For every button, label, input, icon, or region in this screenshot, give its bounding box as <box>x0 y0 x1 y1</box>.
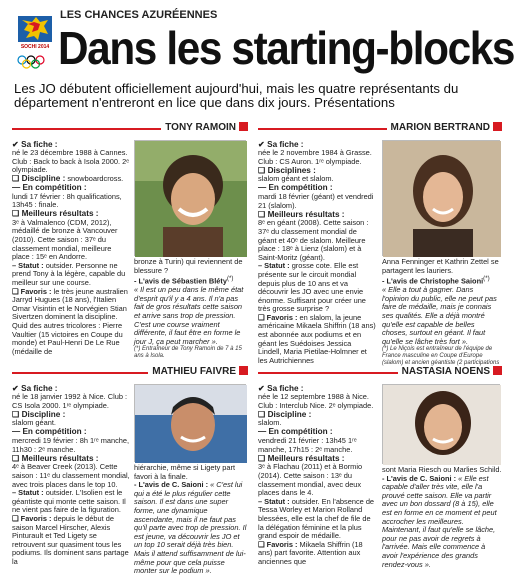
status-text: grosse cote. Elle est présente sur le circuit mondial depuis plus de 10 ans et va découvrir les JO avec une envie énorme. Suffisant pour créer une très grosse surprise ? <box>258 261 366 314</box>
athlete-text-col2 <box>382 257 502 367</box>
red-square-icon <box>493 366 502 375</box>
athlete-section-ramoin <box>12 122 248 360</box>
athlete-photo <box>382 384 500 464</box>
athlete-text-col1 <box>258 384 376 572</box>
fiche-heading: ✔ Sa fiche : <box>12 383 58 393</box>
athlete-text-col1 <box>12 140 130 354</box>
competition-text: vendredi 21 février : 13h45 1ʳᵉ manche, 17h15 : 2ᵉ manche. <box>258 436 357 454</box>
continued-text: Anna Fenninger et Kathrin Zettel se partagent les lauriers. <box>382 257 499 275</box>
fiche-heading: ✔ Sa fiche : <box>258 139 304 149</box>
athlete-photo <box>382 140 500 256</box>
results-text: 3ᵉ à Flachau (2011) et à Bormio (2014). Cette saison : 13ᵉ du classement mondial, avec deux places dans le 4. <box>258 462 363 498</box>
discipline-heading: ❑ Discipline : <box>12 409 66 419</box>
athlete-section-noens <box>258 366 502 572</box>
competition-heading: — En compétition : <box>258 427 333 437</box>
favorites-text: en slalom, la jeune américaine Mikaela Shiffrin (18 ans) est abonnée aux podiums et en géant les Suédoises Jessica Lindell, Maria Pietilae-Holmner et les Autrichiennes <box>258 312 376 365</box>
athlete-name: TONY RAMOIN <box>165 122 236 133</box>
competition-heading: — En compétition : <box>12 427 87 437</box>
page-title: Dans les starting-blocks <box>58 22 514 74</box>
expert-credit: (*) Le Niçois est entraîneur de l'équipe de France masculine en Coupe d'Europe (slalom) et ancien géantiste (2 participations <box>382 346 500 367</box>
competition-text: mercredi 19 février : 8h 1ʳᵉ manche, 11h30 : 2ᵉ manche. <box>12 436 130 454</box>
results-heading: ❑ Meilleurs résultats : <box>258 209 345 219</box>
athlete-section-faivre <box>12 366 248 576</box>
status-heading: – Statut : <box>12 260 44 270</box>
status-text: outsider. L'Isolien est le géantiste qui monte cette saison. Il ne vient pas faire de la figuration. <box>12 488 126 515</box>
discipline-text: slalom. <box>258 418 282 428</box>
favorites-heading: ❑ Favoris : <box>12 286 52 296</box>
status-text: outsider. En l'absence de Tessa Worley et Marion Rolland blessées, elle est la chef de file de la délégation féminine et la plus grand espoir de médaille. <box>258 496 375 541</box>
favorites-heading: ❑ Favoris : <box>12 513 52 523</box>
expert-heading: - L'avis de Christophe Saioni <box>382 276 484 286</box>
favorites-text: Mikaela Shiffrin (18 ans) part favorite. Attention aux anciennes que <box>258 539 363 566</box>
fiche-heading: ✔ Sa fiche : <box>12 139 58 149</box>
athlete-section-bertrand <box>258 122 502 367</box>
results-heading: ❑ Meilleurs résultats : <box>12 209 99 219</box>
athlete-name: NASTASIA NOENS <box>401 366 490 377</box>
expert-quote: « C'est lui qui a été le plus régulier cette saison. Il est dans une super forme, une dynamique ascendante, mais il ne faut pas qu'il parte avec trop de pression. Il est jeune, va découvrir les JO et un top 10 serait déjà très bien. Mais il attend suffisamment de lui-même pour que cela puisse monter sur le podium ». <box>134 480 247 576</box>
athlete-name: MATHIEU FAIVRE <box>152 366 236 377</box>
fiche-text: né le 18 janvier 1992 à Nice. Club : CS Isola 2000. 1ʳᵉ olympiade. <box>12 392 128 410</box>
results-text: 3ᵉ à Valmalenco (CDM, 2012), médaillé de bronze à Vancouver (2010). Cette saison : 37ᵉ du classement mondial, meilleure place : 15ᵉ en Andorre. <box>12 217 118 262</box>
athlete-text-col2 <box>382 466 502 572</box>
fiche-text: née le 12 septembre 1988 à Nice. Club : Interclub Nice. 2ᵉ olympiade. <box>258 392 374 410</box>
intro-paragraph: Les JO débutent officiellement aujourd'hui, mais les quatre représentants du département n'entreront en lice que dans dix jours. Présentations <box>14 81 459 110</box>
fiche-text: née le 2 novembre 1984 à Grasse. Club : CS Auron. 1ʳᵉ olympiade. <box>258 148 372 166</box>
status-text: outsider. Personne ne prend Tony à la légère, capable du meilleur sur une course. <box>12 260 126 287</box>
athlete-photo <box>134 140 246 256</box>
discipline-text: slalom géant. <box>12 418 56 428</box>
expert-footnote-mark: (*) <box>483 275 490 283</box>
continued-text: bronze à Turin) qui reviennent de blessure ? <box>134 257 243 275</box>
results-text: 8ᵉ en géant (2008). Cette saison : 37ᵉ du classement mondial de géant et 40ᵉ de slalom. Meilleure place : 18ᵉ à Lienz (slalom) et à Saint-Moritz (géant). <box>258 218 369 262</box>
status-heading: – Statut : <box>258 261 290 271</box>
athlete-text-col1 <box>258 139 376 365</box>
kicker: LES CHANCES AZURÉENNES <box>60 9 218 21</box>
page-header <box>0 0 512 82</box>
discipline-heading: ❑ Disciplines : <box>258 165 316 175</box>
section-bar <box>12 122 248 136</box>
expert-heading: - L'avis de Sébastien Bléty <box>134 276 227 286</box>
discipline-text: slalom géant et slalom. <box>258 174 334 184</box>
fiche-text: né le 23 décembre 1988 à Cannes. Club : Back to back à Isola 2000. 2ᵉ olympiade. <box>12 148 129 175</box>
athlete-text-col1 <box>12 384 130 572</box>
section-bar <box>258 122 502 136</box>
continued-text: sont Maria Riesch ou Marlies Schild. <box>382 465 502 474</box>
results-heading: ❑ Meilleurs résultats : <box>12 453 99 463</box>
expert-heading: - L'avis de C. Saioni : <box>134 480 209 490</box>
competition-text: mardi 18 février (géant) et vendredi 21 (slalom). <box>258 192 374 210</box>
favorites-text: depuis le début de saison Marcel Hirscher, Alexis Pinturault et Ted Ligety se retrouvent sur quasiment tous les podiums. Ils dominent sans partage la <box>12 513 129 566</box>
section-bar <box>258 366 502 380</box>
fiche-heading: ✔ Sa fiche : <box>258 383 304 393</box>
athlete-text-col2 <box>134 257 248 360</box>
logo-caption: SOCHI 2014 <box>20 44 50 50</box>
discipline-heading: ❑ Discipline : <box>258 409 312 419</box>
expert-quote: « Il est un peu dans le même état d'esprit qu'il y a 4 ans. Il n'a pas fait de gros résultats cette saison et arrive sans trop de pression. C'est une course vraiment différente, il faut être en forme le jour J, ça peut marcher ». <box>134 285 244 346</box>
expert-credit: (*) Entraîneur de Tony Ramoin de 7 à 15 ans à Isola. <box>134 346 242 360</box>
competition-heading: — En compétition : <box>258 183 333 193</box>
discipline-text: snowboardcross. <box>67 173 124 183</box>
athlete-text-col2 <box>134 463 248 576</box>
red-square-icon <box>239 122 248 131</box>
sochi-2014-logo <box>14 14 56 72</box>
expert-quote: « Elle est capable d'aller très vite, elle l'a prouvé cette saison. Elle va partir avec un bon dossard (8 à 15), elle est en forme en ce moment et peut accrocher les meilleures. Maintenant, il faut qu'elle se lâche, pour ne pas avoir de regrets à l'arrivée. Mais elle commence à avoir l'expérience des grands rendez-vous ». <box>382 473 497 569</box>
expert-footnote-mark: (*) <box>226 275 234 283</box>
competition-heading: — En compétition : <box>12 182 87 192</box>
red-square-icon <box>493 122 502 131</box>
favorites-heading: ❑ Favoris : <box>258 539 298 549</box>
red-square-icon <box>239 366 248 375</box>
section-bar <box>12 366 248 380</box>
continued-text: hiérarchie, même si Ligety part favori à la finale. <box>134 463 236 481</box>
status-heading: – Statut : <box>258 496 290 506</box>
results-heading: ❑ Meilleurs résultats : <box>258 453 345 463</box>
discipline-heading: ❑ Discipline : <box>12 173 66 183</box>
expert-quote: « Elle a tout à gagner. Dans l'opinion du public, elle ne peut pas faire de médaille, mais je connais ses qualités. Elle a déjà montré qu'elle est capable de belles choses, surtout en géant. Il faut qu'elle se lâche très fort ». <box>382 285 497 346</box>
results-text: 4ᵉ à Beaver Creek (2013). Cette saison : 11ᵉ du classement mondial, avec trois places dans le top 10. <box>12 462 130 489</box>
favorites-heading: ❑ Favoris : <box>258 312 298 322</box>
status-heading: – Statut : <box>12 488 44 498</box>
athlete-name: MARION BERTRAND <box>390 122 490 133</box>
expert-heading: - L'avis de C. Saioni : <box>382 473 457 483</box>
athlete-photo <box>134 384 246 462</box>
competition-text: lundi 17 février : 8h qualifications, 13h45 : finale. <box>12 191 122 210</box>
favorites-text: le très jeune australien Jarryd Hugues (18 ans), l'Italien Omar Visintin et le Norvégien Stian Sivertzen dominent la discipline. Quid des autres tricolores : Pierre Vaultier (15 victoires en Coupe du monde) et Paul-Henri De Le Rue (médaille de <box>12 286 128 356</box>
